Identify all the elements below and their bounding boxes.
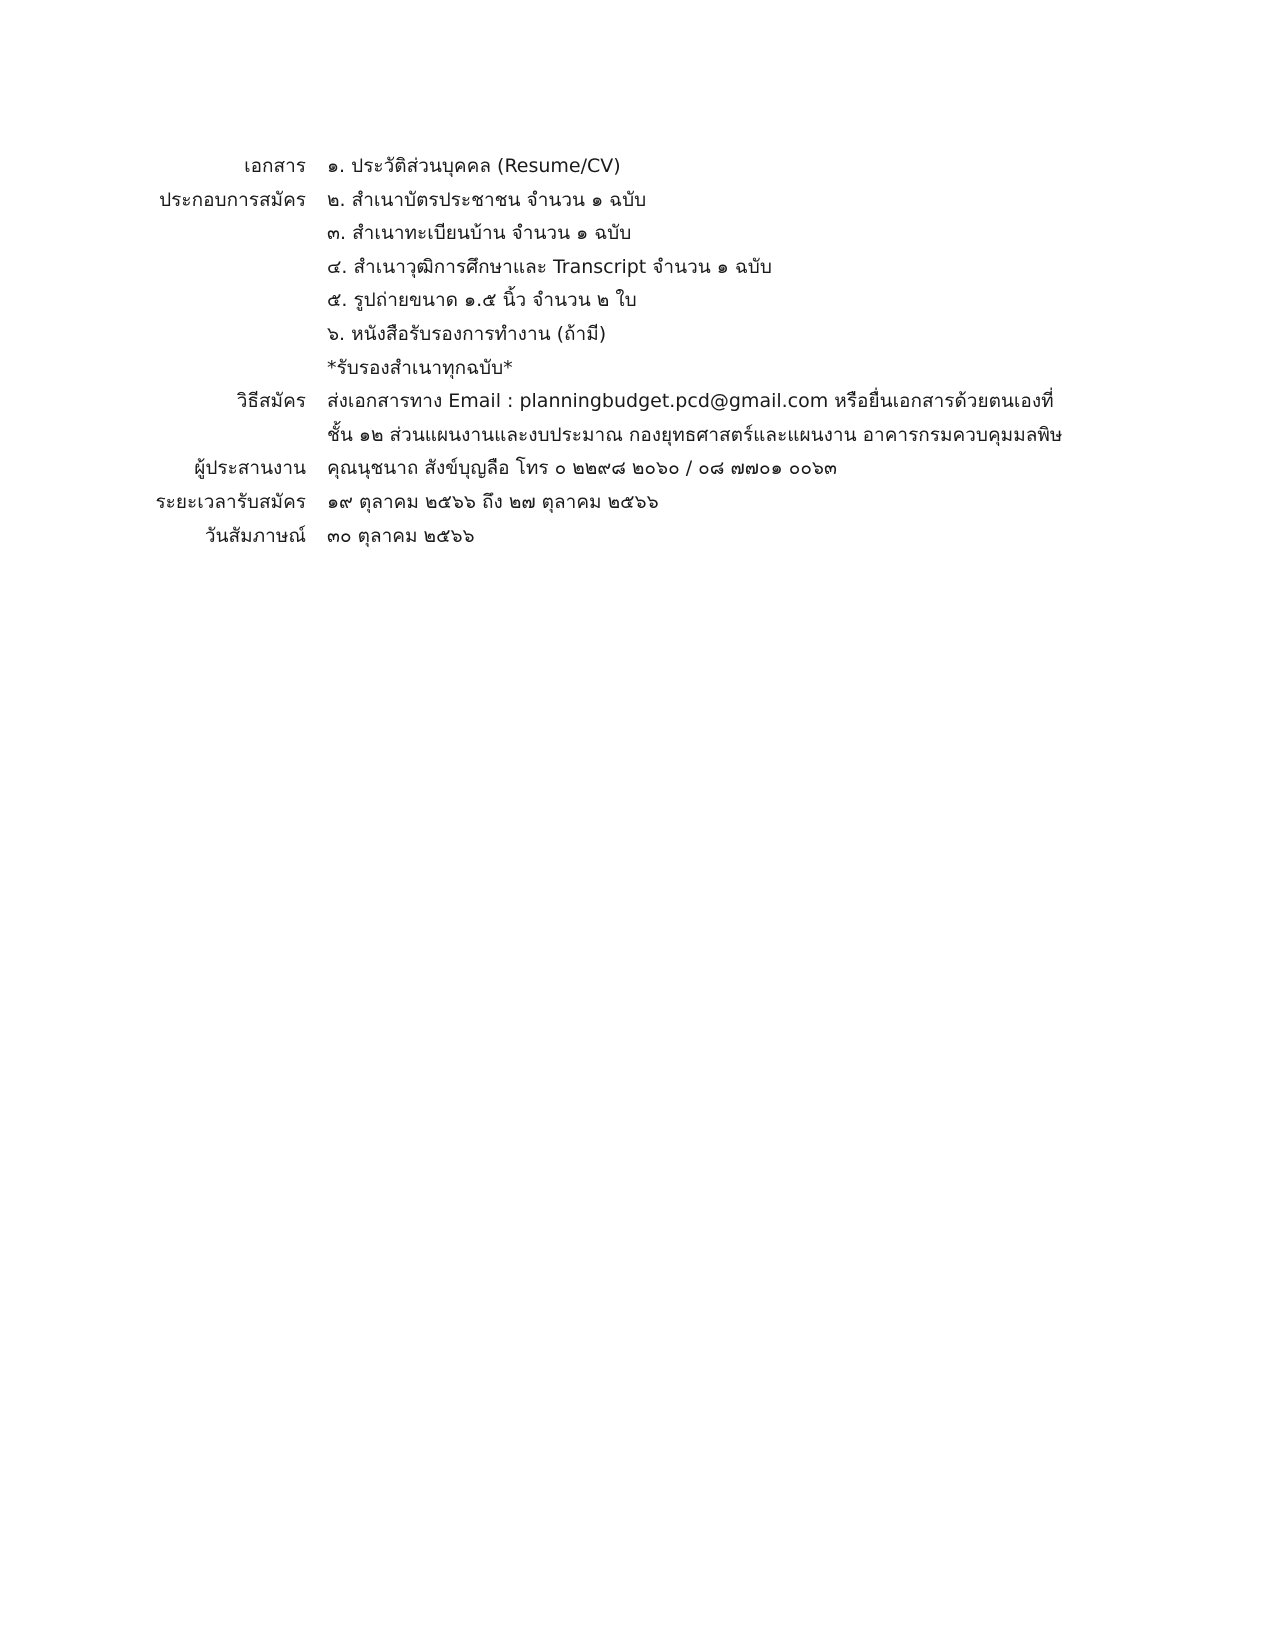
coordinator-label: ผู้ประสานงาน [194,457,306,480]
apply-method-text [306,385,1063,452]
documents-label-line2: ประกอบการสมัคร [159,188,306,211]
interview-date-value: ๓๐ ตุลาคม ๒๕๖๖ [327,524,475,547]
documents-label-line1: เอกสาร [244,155,306,177]
apply-method-section [0,385,1275,452]
interview-date-label: วันสัมภาษณ์ [204,524,306,547]
apply-method-line: ส่งเอกสารทาง Email : planningbudget.pcd@gmail.com หรือยื่นเอกสารด้วยตนเองที่ [327,390,1054,413]
coordinator-value: คุณนุชนาถ สังข์บุญลือ โทร ๐ ๒๒๙๘ ๒๐๖๐ / ๐๘ ๗๗๐๑ ๐๐๖๓ [327,457,837,480]
document-item: ๒. สำเนาบัตรประชาชน จำนวน ๑ ฉบับ [327,188,647,211]
documents-label [0,150,306,217]
application-info-document [0,150,1275,553]
document-item: ๕. รูปถ่ายขนาด ๑.๕ นิ้ว จำนวน ๒ ใบ [327,289,637,312]
apply-method-line: ชั้น ๑๒ ส่วนแผนงานและงบประมาณ กองยุทธศาสตร์และแผนงาน อาคารกรมควบคุมมลพิษ [327,423,1063,446]
documents-certify-note: *รับรองสำเนาทุกฉบับ* [327,356,513,379]
apply-method-label: วิธีสมัคร [236,390,306,413]
application-period-value: ๑๙ ตุลาคม ๒๕๖๖ ถึง ๒๗ ตุลาคม ๒๕๖๖ [327,490,659,513]
interview-date-section [0,520,1275,554]
application-period-label: ระยะเวลารับสมัคร [155,490,306,513]
document-item: ๓. สำเนาทะเบียนบ้าน จำนวน ๑ ฉบับ [327,222,632,245]
document-item: ๖. หนังสือรับรองการทำงาน (ถ้ามี) [327,322,607,345]
document-item: ๔. สำเนาวุฒิการศึกษาและ Transcript จำนวน ๑ ฉบับ [327,255,772,278]
documents-list [306,150,1027,385]
application-period-section [0,486,1275,520]
coordinator-section [0,452,1275,486]
documents-section [0,150,1275,385]
document-item: ๑. ประวัติส่วนบุคคล (Resume/CV) [327,155,621,177]
